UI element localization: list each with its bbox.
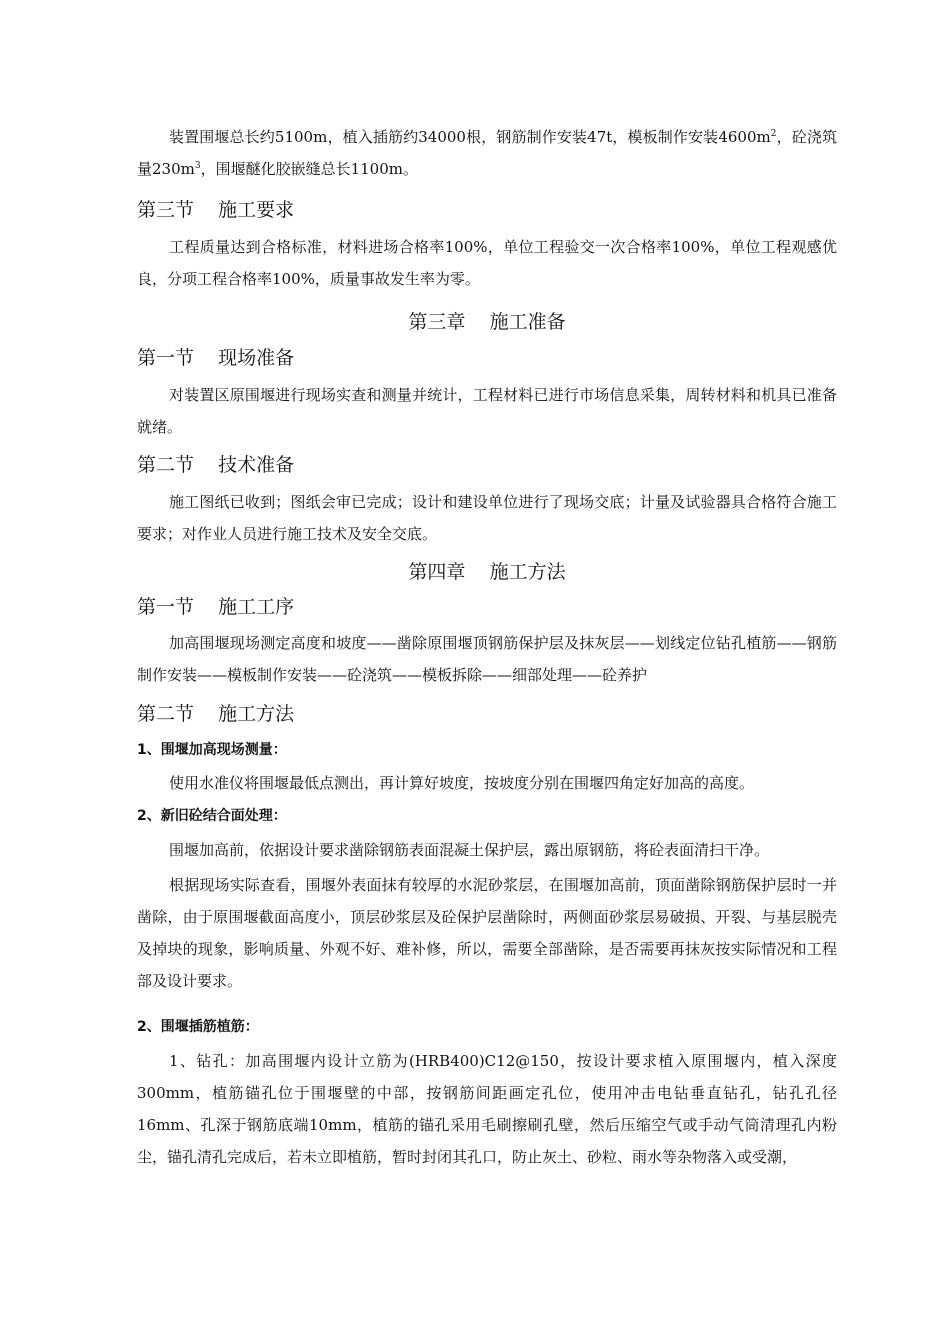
item-body-2b: 根据现场实际查看，围堰外表面抹有较厚的水泥砂浆层，在围堰加高前，顶面凿除钢筋保护层时一并凿除，由于原围堰截面高度小，顶层砂浆层及砼保护层凿除时，两侧面砂浆层易破损、开裂、与基层脱壳及掉块的现象，影响质量、外观不好、难补修，所以，需要全部凿除，是否需要再抹灰按实际情况和工程部及设计要求。 bbox=[137, 876, 837, 990]
section-title-ch3-2: 第二节 技术准备 bbox=[137, 454, 295, 476]
section-body-ch4-1: 加高围堰现场测定高度和坡度——凿除原围堰顶钢筋保护层及抹灰层——划线定位钻孔植筋——钢筋制作安装——模板制作安装——砼浇筑——模板拆除——细部处理——砼养护 bbox=[137, 634, 837, 684]
intro-text-1: 装置围堰总长约5100m，植入插筋约34000根，钢筋制作安装47t，模板制作安装4600m bbox=[169, 128, 771, 146]
section-title-ch3-1: 第一节 现场准备 bbox=[137, 347, 295, 369]
section-title-ch4-2: 第二节 施工方法 bbox=[137, 703, 295, 725]
chapter-title-4: 第四章 施工方法 bbox=[408, 561, 566, 583]
section-title-ch4-1: 第一节 施工工序 bbox=[137, 596, 295, 618]
section-body-ch3-2: 施工图纸已收到；图纸会审已完成；设计和建设单位进行了现场交底；计量及试验器具合格符合施工要求；对作业人员进行施工技术及安全交底。 bbox=[137, 493, 837, 543]
intro-sup-2: 3 bbox=[194, 161, 201, 171]
intro-paragraph bbox=[137, 121, 837, 185]
item-body-1: 使用水准仪将围堰最低点测出，再计算好坡度，按坡度分别在围堰四角定好加高的高度。 bbox=[169, 774, 755, 792]
item-heading-1: 1、围堰加高现场测量： bbox=[137, 742, 287, 758]
intro-sup-1: 2 bbox=[770, 129, 777, 139]
intro-text-3: ，围堰醚化胶嵌缝总长1100m。 bbox=[200, 160, 418, 178]
item-heading-2: 2、新旧砼结合面处理： bbox=[137, 808, 287, 824]
item-heading-3: 2、围堰插筋植筋： bbox=[137, 1019, 259, 1035]
section-body-3-3: 工程质量达到合格标准，材料进场合格率100%，单位工程验交一次合格率100%，单位工程观感优良，分项工程合格率100%，质量事故发生率为零。 bbox=[137, 238, 837, 288]
section-body-ch3-1: 对装置区原围堰进行现场实查和测量并统计，工程材料已进行市场信息采集，周转材料和机具已准备就绪。 bbox=[137, 386, 837, 436]
item-body-2a: 围堰加高前，依据设计要求凿除钢筋表面混凝土保护层，露出原钢筋，将砼表面清扫干净。 bbox=[169, 841, 770, 859]
chapter-title-3: 第三章 施工准备 bbox=[408, 311, 566, 333]
section-title-3-3: 第三节 施工要求 bbox=[137, 199, 295, 221]
item-body-3: 1、钻孔：加高围堰内设计立筋为(HRB400)C12@150，按设计要求植入原围堰内，植入深度300mm，植筋锚孔位于围堰壁的中部，按钢筋间距画定孔位，使用冲击电钻垂直钻孔，钻孔孔径16mm、孔深于钢筋底端10mm，植筋的锚孔采用毛刷擦刷孔壁，然后压缩空气或手动气筒清理孔内粉尘，锚孔清孔完成后，若未立即植筋，暂时封闭其孔口，防止灰土、砂粒、雨水等杂物落入或受潮， bbox=[137, 1052, 837, 1166]
intro-text-2: ，砼浇筑量230m bbox=[137, 128, 837, 178]
